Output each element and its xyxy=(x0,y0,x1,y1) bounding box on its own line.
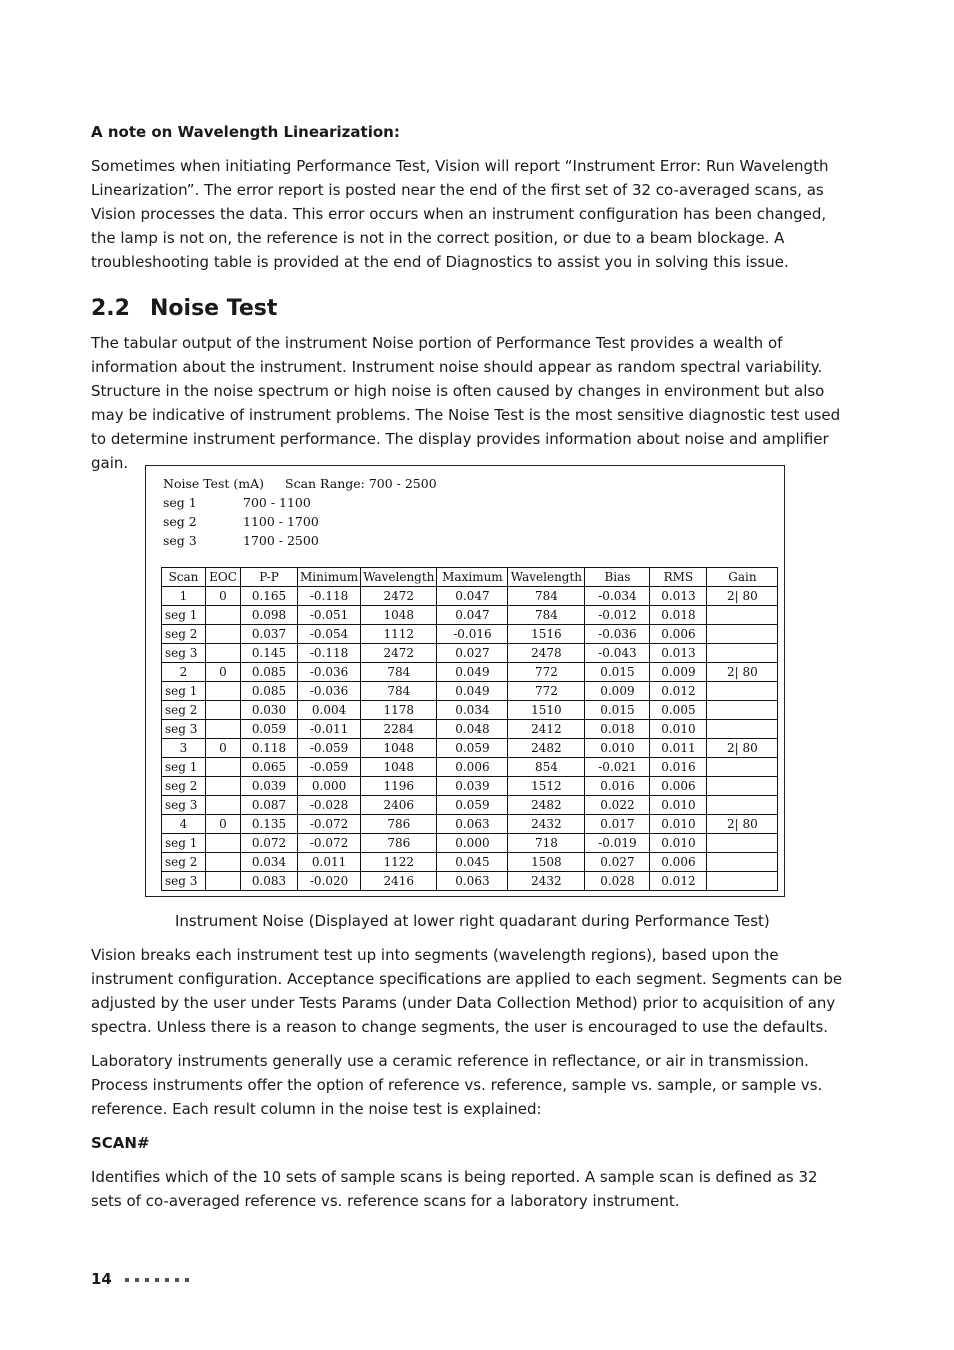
table-cell: 0.017 xyxy=(585,815,650,834)
section-number: 2.2 xyxy=(91,296,130,321)
segment-range: 700 - 1100 xyxy=(243,495,311,510)
figure-title-row xyxy=(163,474,437,493)
table-cell: 2| 80 xyxy=(707,739,778,758)
table-cell: 0.013 xyxy=(650,587,707,606)
note-paragraph: Sometimes when initiating Performance Test, Vision will report “Instrument Error: Run Wavelength Linearization”. The error report is posted near the end of the first set of 32 co-averaged scans, as Vision processes the data. This error occurs when an instrument configuration has been changed, the lamp is not on, the reference is not in the correct position, or due to a beam blockage. A troubleshooting table is provided at the end of Diagnostics to assist you in solving this issue. xyxy=(91,157,829,271)
table-cell: 784 xyxy=(361,682,437,701)
table-row xyxy=(162,644,778,663)
table-cell: 0.009 xyxy=(585,682,650,701)
table-cell: 0.049 xyxy=(437,682,508,701)
table-row xyxy=(162,739,778,758)
table-cell: 2482 xyxy=(508,739,585,758)
table-cell xyxy=(707,853,778,872)
table-cell: 0.039 xyxy=(241,777,298,796)
table-row xyxy=(162,796,778,815)
table-cell: 0 xyxy=(206,815,241,834)
section-title-text: Noise Test xyxy=(150,296,278,321)
table-cell xyxy=(707,682,778,701)
table-cell xyxy=(206,834,241,853)
table-cell: -0.034 xyxy=(585,587,650,606)
table-cell: 0.059 xyxy=(437,796,508,815)
figure-caption: Instrument Noise (Displayed at lower right quadarant during Performance Test) xyxy=(175,912,770,930)
table-row xyxy=(162,872,778,891)
table-cell: 0.145 xyxy=(241,644,298,663)
segment-label: seg 1 xyxy=(163,495,197,510)
table-cell: 0.059 xyxy=(437,739,508,758)
table-cell: 0.087 xyxy=(241,796,298,815)
table-cell: 0 xyxy=(206,739,241,758)
column-header: EOC xyxy=(206,568,241,587)
table-cell: seg 3 xyxy=(162,644,206,663)
table-cell: 1048 xyxy=(361,606,437,625)
table-cell: -0.021 xyxy=(585,758,650,777)
table-row xyxy=(162,606,778,625)
table-cell: -0.011 xyxy=(298,720,361,739)
table-cell xyxy=(206,701,241,720)
table-cell xyxy=(707,834,778,853)
table-header-row xyxy=(162,568,778,587)
table-cell: 1 xyxy=(162,587,206,606)
table-cell: 0.009 xyxy=(650,663,707,682)
table-cell: 1508 xyxy=(508,853,585,872)
table-cell: -0.036 xyxy=(298,682,361,701)
table-cell: 1516 xyxy=(508,625,585,644)
section-title xyxy=(91,294,277,324)
table-row xyxy=(162,625,778,644)
table-cell: 0.010 xyxy=(650,720,707,739)
table-cell: 0.059 xyxy=(241,720,298,739)
table-cell: 2| 80 xyxy=(707,815,778,834)
table-cell: 784 xyxy=(361,663,437,682)
scan-heading: SCAN# xyxy=(91,1134,150,1152)
table-cell: 786 xyxy=(361,815,437,834)
table-row xyxy=(162,720,778,739)
table-cell xyxy=(707,644,778,663)
table-cell: 0.005 xyxy=(650,701,707,720)
column-header: Scan xyxy=(162,568,206,587)
table-row xyxy=(162,663,778,682)
table-cell: 1178 xyxy=(361,701,437,720)
table-cell: 2| 80 xyxy=(707,587,778,606)
column-header: RMS xyxy=(650,568,707,587)
segments-paragraph: Vision breaks each instrument test up into segments (wavelength regions), based upon the instrument configuration. Acceptance specifications are applied to each segment. Segments can be adjusted by the user under Tests Params (under Data Collection Method) prior to acquisition of any spectra. Unless there is a reason to change segments, the user is encouraged to use the defaults. xyxy=(91,946,843,1036)
table-cell: seg 3 xyxy=(162,796,206,815)
table-cell: 2416 xyxy=(361,872,437,891)
table-cell: 0.083 xyxy=(241,872,298,891)
table-cell xyxy=(707,701,778,720)
table-cell: 0.012 xyxy=(650,872,707,891)
column-header: P-P xyxy=(241,568,298,587)
table-cell: 0.011 xyxy=(650,739,707,758)
table-cell: 0.006 xyxy=(437,758,508,777)
table-cell: 1048 xyxy=(361,758,437,777)
table-cell: 0.028 xyxy=(585,872,650,891)
table-cell: -0.118 xyxy=(298,587,361,606)
table-cell: 0.047 xyxy=(437,606,508,625)
table-cell: 2482 xyxy=(508,796,585,815)
table-cell xyxy=(206,777,241,796)
table-row xyxy=(162,834,778,853)
table-cell xyxy=(206,682,241,701)
table-cell: 0 xyxy=(206,663,241,682)
table-row xyxy=(162,777,778,796)
table-cell: 0.015 xyxy=(585,663,650,682)
table-cell: seg 1 xyxy=(162,834,206,853)
table-cell: 0.011 xyxy=(298,853,361,872)
table-cell: seg 3 xyxy=(162,720,206,739)
table-cell: 0.085 xyxy=(241,663,298,682)
segment-label: seg 3 xyxy=(163,533,197,548)
table-cell: 0.022 xyxy=(585,796,650,815)
table-cell: 0.015 xyxy=(585,701,650,720)
table-body xyxy=(162,587,778,891)
table-cell: 0.012 xyxy=(650,682,707,701)
table-row xyxy=(162,815,778,834)
table-cell: 772 xyxy=(508,663,585,682)
segment-range: 1100 - 1700 xyxy=(243,514,319,529)
table-cell: 2432 xyxy=(508,815,585,834)
table-cell: 2412 xyxy=(508,720,585,739)
section-intro-paragraph: The tabular output of the instrument Noise portion of Performance Test provides a wealth of information about the instrument. Instrument noise should appear as random spectral variability. Structure in the noise spectrum or high noise is often caused by changes in environment but also may be indicative of instrument problems. The Noise Test is the most sensitive diagnostic test used to determine instrument performance. The display provides information about noise and amplifier gain. xyxy=(91,334,841,472)
column-header: Bias xyxy=(585,568,650,587)
table-cell: 1512 xyxy=(508,777,585,796)
noise-test-figure xyxy=(145,465,785,897)
table-cell: 0.000 xyxy=(437,834,508,853)
table-cell: 1112 xyxy=(361,625,437,644)
table-cell: 0.085 xyxy=(241,682,298,701)
table-cell: 0.013 xyxy=(650,644,707,663)
column-header: Wavelength xyxy=(508,568,585,587)
table-row xyxy=(162,701,778,720)
table-cell xyxy=(206,758,241,777)
column-header: Minimum xyxy=(298,568,361,587)
scan-paragraph: Identifies which of the 10 sets of sample scans is being reported. A sample scan is defined as 32 sets of co-averaged reference vs. reference scans for a laboratory instrument. xyxy=(91,1168,818,1210)
table-cell: -0.012 xyxy=(585,606,650,625)
table-cell: -0.036 xyxy=(298,663,361,682)
table-cell: 1048 xyxy=(361,739,437,758)
table-cell: 718 xyxy=(508,834,585,853)
table-cell: 0.016 xyxy=(585,777,650,796)
table-cell: 0.037 xyxy=(241,625,298,644)
table-cell: 0 xyxy=(206,587,241,606)
table-cell xyxy=(206,625,241,644)
table-cell: 0.018 xyxy=(650,606,707,625)
table-cell: -0.043 xyxy=(585,644,650,663)
table-cell: 0.045 xyxy=(437,853,508,872)
table-cell xyxy=(707,758,778,777)
page-number: 14 xyxy=(91,1270,112,1288)
figure-title: Noise Test (mA) xyxy=(163,476,265,491)
table-cell: 0.135 xyxy=(241,815,298,834)
table-cell: seg 3 xyxy=(162,872,206,891)
segment-row xyxy=(163,531,437,550)
table-row xyxy=(162,682,778,701)
table-cell: 2 xyxy=(162,663,206,682)
figure-header xyxy=(163,474,437,550)
table-cell: 2406 xyxy=(361,796,437,815)
segment-label: seg 2 xyxy=(163,514,197,529)
segment-row xyxy=(163,512,437,531)
table-cell: 2284 xyxy=(361,720,437,739)
segment-row xyxy=(163,493,437,512)
page-footer xyxy=(91,1269,195,1290)
reference-paragraph: Laboratory instruments generally use a ceramic reference in reflectance, or air in transmission. Process instruments offer the option of reference vs. reference, sample vs. sample, or sample vs. reference. Each result column in the noise test is explained: xyxy=(91,1052,823,1118)
table-cell: seg 1 xyxy=(162,758,206,777)
table-cell xyxy=(206,644,241,663)
table-cell: 0.004 xyxy=(298,701,361,720)
table-cell: 0.048 xyxy=(437,720,508,739)
note-heading: A note on Wavelength Linearization: xyxy=(91,123,400,141)
table-cell: 2472 xyxy=(361,644,437,663)
table-cell: 0.016 xyxy=(650,758,707,777)
table-cell: 0.047 xyxy=(437,587,508,606)
table-row xyxy=(162,758,778,777)
table-cell xyxy=(707,872,778,891)
table-cell: 0.006 xyxy=(650,777,707,796)
table-cell: seg 2 xyxy=(162,853,206,872)
segment-list xyxy=(163,493,437,550)
table-cell: 0.030 xyxy=(241,701,298,720)
table-cell: seg 2 xyxy=(162,777,206,796)
table-cell: 4 xyxy=(162,815,206,834)
table-cell xyxy=(707,606,778,625)
table-cell xyxy=(707,796,778,815)
table-cell: -0.020 xyxy=(298,872,361,891)
table-cell: 0.039 xyxy=(437,777,508,796)
table-cell: -0.118 xyxy=(298,644,361,663)
table-cell xyxy=(206,796,241,815)
table-cell: 0.072 xyxy=(241,834,298,853)
table-cell: 854 xyxy=(508,758,585,777)
table-cell: 0.010 xyxy=(650,815,707,834)
table-cell: -0.059 xyxy=(298,758,361,777)
table-cell: 2472 xyxy=(361,587,437,606)
table-cell: 772 xyxy=(508,682,585,701)
table-cell: -0.036 xyxy=(585,625,650,644)
table-cell: 1196 xyxy=(361,777,437,796)
table-cell: -0.072 xyxy=(298,815,361,834)
table-cell: 2| 80 xyxy=(707,663,778,682)
table-cell: 786 xyxy=(361,834,437,853)
table-cell: -0.054 xyxy=(298,625,361,644)
table-cell xyxy=(707,720,778,739)
table-cell: 0.006 xyxy=(650,853,707,872)
table-cell: 3 xyxy=(162,739,206,758)
table-cell: 0.049 xyxy=(437,663,508,682)
table-cell: 1510 xyxy=(508,701,585,720)
table-cell xyxy=(707,625,778,644)
table-cell: -0.016 xyxy=(437,625,508,644)
column-header: Wavelength xyxy=(361,568,437,587)
table-cell: 2478 xyxy=(508,644,585,663)
table-cell: 1122 xyxy=(361,853,437,872)
table-cell: 0.034 xyxy=(241,853,298,872)
table-cell: -0.019 xyxy=(585,834,650,853)
table-cell: 784 xyxy=(508,606,585,625)
table-cell: -0.051 xyxy=(298,606,361,625)
footer-dots-decoration xyxy=(125,1270,195,1290)
table-row xyxy=(162,587,778,606)
table-cell: 2432 xyxy=(508,872,585,891)
table-cell: 0.098 xyxy=(241,606,298,625)
table-cell xyxy=(707,777,778,796)
table-cell: 0.063 xyxy=(437,872,508,891)
table-cell: 0.000 xyxy=(298,777,361,796)
table-cell: 0.018 xyxy=(585,720,650,739)
column-header: Maximum xyxy=(437,568,508,587)
table-cell: 0.165 xyxy=(241,587,298,606)
table-cell: seg 1 xyxy=(162,606,206,625)
table-cell: -0.059 xyxy=(298,739,361,758)
table-row xyxy=(162,853,778,872)
table-cell: 0.010 xyxy=(650,834,707,853)
table-cell: -0.072 xyxy=(298,834,361,853)
noise-table xyxy=(161,567,778,891)
table-cell xyxy=(206,606,241,625)
table-cell: 0.010 xyxy=(650,796,707,815)
table-cell: 0.118 xyxy=(241,739,298,758)
table-cell: seg 1 xyxy=(162,682,206,701)
table-cell: seg 2 xyxy=(162,701,206,720)
table-cell: 0.006 xyxy=(650,625,707,644)
segment-range: 1700 - 2500 xyxy=(243,533,319,548)
table-cell xyxy=(206,720,241,739)
table-cell: 784 xyxy=(508,587,585,606)
table-cell: seg 2 xyxy=(162,625,206,644)
table-cell: 0.034 xyxy=(437,701,508,720)
table-cell: 0.027 xyxy=(437,644,508,663)
table-cell: 0.063 xyxy=(437,815,508,834)
table-cell: 0.027 xyxy=(585,853,650,872)
table-cell xyxy=(206,872,241,891)
column-header: Gain xyxy=(707,568,778,587)
table-cell: -0.028 xyxy=(298,796,361,815)
table-cell xyxy=(206,853,241,872)
scan-range: Scan Range: 700 - 2500 xyxy=(285,476,437,491)
table-cell: 0.065 xyxy=(241,758,298,777)
table-cell: 0.010 xyxy=(585,739,650,758)
